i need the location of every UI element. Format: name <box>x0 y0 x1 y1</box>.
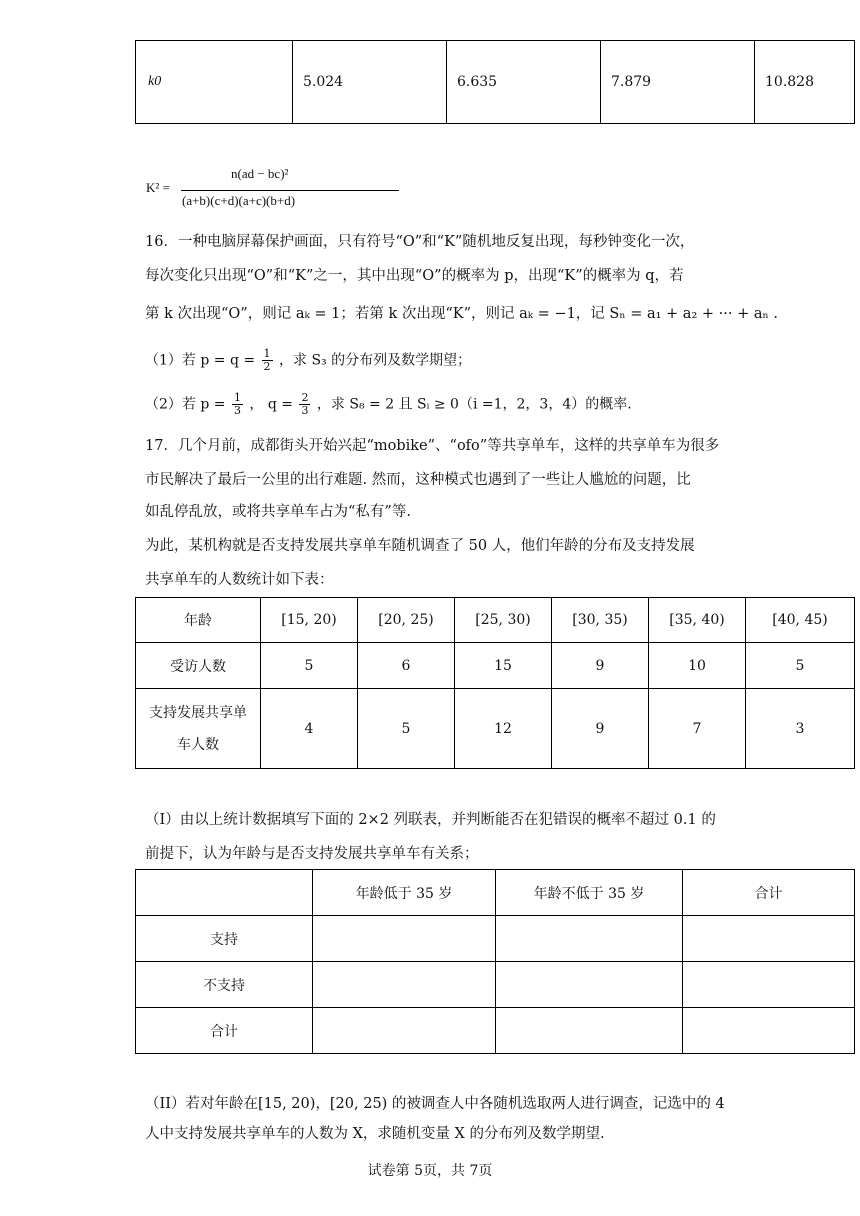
table-header-cell: 年龄 <box>136 598 261 643</box>
table-cell: 4 <box>261 689 358 769</box>
formula-denominator: (a+b)(c+d)(a+c)(b+d) <box>182 193 296 208</box>
formula-lhs: K² = <box>146 180 170 195</box>
table-cell: 5 <box>358 689 455 769</box>
table-cell: 9 <box>552 643 649 689</box>
table-cell: 6 <box>358 643 455 689</box>
part-i-line1: （I）由以上统计数据填写下面的 2×2 列联表，并判断能否在犯错误的概率不超过 0.1 的 <box>145 812 716 828</box>
table-header-cell: 年龄不低于 35 岁 <box>496 870 683 916</box>
page-footer: 试卷第 5页，共 7页 <box>367 1163 493 1179</box>
row-label: 受访人数 <box>136 643 261 689</box>
age-range-cell: [40, 45) <box>746 598 855 643</box>
fraction: $\frac{1}{3}$ <box>233 391 241 417</box>
table-cell: 5 <box>261 643 358 689</box>
age-range-cell: [30, 35) <box>552 598 649 643</box>
table-header-cell: 合计 <box>683 870 855 916</box>
fraction: $\frac{2}{3}$ <box>301 391 309 417</box>
empty-cell <box>313 1008 496 1054</box>
age-range-cell: [15, 20) <box>261 598 358 643</box>
table-cell: 10.828 <box>755 41 855 124</box>
table-cell: 3 <box>746 689 855 769</box>
empty-cell <box>313 962 496 1008</box>
critical-value-table <box>135 40 855 124</box>
age-range-cell: [35, 40) <box>649 598 746 643</box>
table-row <box>136 41 855 124</box>
table-cell: 12 <box>455 689 552 769</box>
empty-cell <box>683 1008 855 1054</box>
empty-cell <box>683 962 855 1008</box>
table-cell: 5 <box>746 643 855 689</box>
q16-line1: 16．一种电脑屏幕保护画面，只有符号“O”和“K”随机地反复出现，每秒钟变化一次， <box>145 234 695 250</box>
table-cell: 15 <box>455 643 552 689</box>
q17-line1: 17．几个月前，成都街头开始兴起“mobike”、“ofo”等共享单车，这样的共享单车为很多 <box>145 438 720 454</box>
table-row <box>136 870 855 916</box>
table-cell: 10 <box>649 643 746 689</box>
k0-label: k0 <box>136 41 293 124</box>
age-range-cell: [20, 25) <box>358 598 455 643</box>
table-row <box>136 916 855 962</box>
table-cell: 7 <box>649 689 746 769</box>
row-label: 不支持 <box>136 962 313 1008</box>
chi-square-formula <box>146 166 406 216</box>
table-row <box>136 962 855 1008</box>
part-ii-line2: 人中支持发展共享单车的人数为 X，求随机变量 X 的分布列及数学期望. <box>145 1126 605 1142</box>
empty-cell <box>496 962 683 1008</box>
table-header-cell <box>136 870 313 916</box>
q16-part1: （1）若 p = q = $\frac{1}{2}$ ，求 S₃ 的分布列及数学期望； <box>145 347 472 373</box>
empty-cell <box>313 916 496 962</box>
q17-line2: 市民解决了最后一公里的出行难题. 然而，这种模式也遇到了一些让人尴尬的问题，比 <box>145 472 691 488</box>
row-label: 合计 <box>136 1008 313 1054</box>
contingency-table <box>135 869 855 1054</box>
q17-line5: 共享单车的人数统计如下表： <box>145 572 334 588</box>
part-i-line2: 前提下，认为年龄与是否支持发展共享单车有关系； <box>145 846 479 862</box>
row-label: 支持 <box>136 916 313 962</box>
part-ii-line1: （II）若对年龄在[15, 20)，[20, 25) 的被调查人中各随机选取两人进行调查，记选中的 4 <box>145 1096 725 1112</box>
q17-line4: 为此，某机构就是否支持发展共享单车随机调查了 50 人，他们年龄的分布及支持发展 <box>145 538 695 554</box>
fraction: $\frac{1}{2}$ <box>263 347 271 373</box>
table-row <box>136 643 855 689</box>
table-cell: 9 <box>552 689 649 769</box>
table-cell: 5.024 <box>293 41 447 124</box>
q16-line2: 每次变化只出现“O”和“K”之一，其中出现“O”的概率为 p，出现“K”的概率为 q，若 <box>145 268 684 284</box>
row-label: 支持发展共享单 车人数 <box>136 689 261 769</box>
table-header-cell: 年龄低于 35 岁 <box>313 870 496 916</box>
q16-part2: （2）若 p = $\frac{1}{3}$ ， q = $\frac{2}{3}$ ，求 S₈ = 2 且 Sᵢ ≥ 0（i =1，2，3，4）的概率. <box>145 391 632 417</box>
fraction-bar <box>181 190 399 191</box>
empty-cell <box>496 916 683 962</box>
age-distribution-table <box>135 597 855 769</box>
table-row <box>136 1008 855 1054</box>
table-row <box>136 598 855 643</box>
table-cell: 7.879 <box>601 41 755 124</box>
age-range-cell: [25, 30) <box>455 598 552 643</box>
q16-line3: 第 k 次出现“O”，则记 aₖ = 1；若第 k 次出现“K”，则记 aₖ = −1，记 Sₙ = a₁ + a₂ + ··· + aₙ . <box>145 306 778 322</box>
table-cell: 6.635 <box>447 41 601 124</box>
q17-line3: 如乱停乱放，或将共享单车占为“私有”等. <box>145 504 411 520</box>
formula-numerator: n(ad − bc)² <box>231 166 289 181</box>
empty-cell <box>683 916 855 962</box>
empty-cell <box>496 1008 683 1054</box>
table-row <box>136 689 855 769</box>
